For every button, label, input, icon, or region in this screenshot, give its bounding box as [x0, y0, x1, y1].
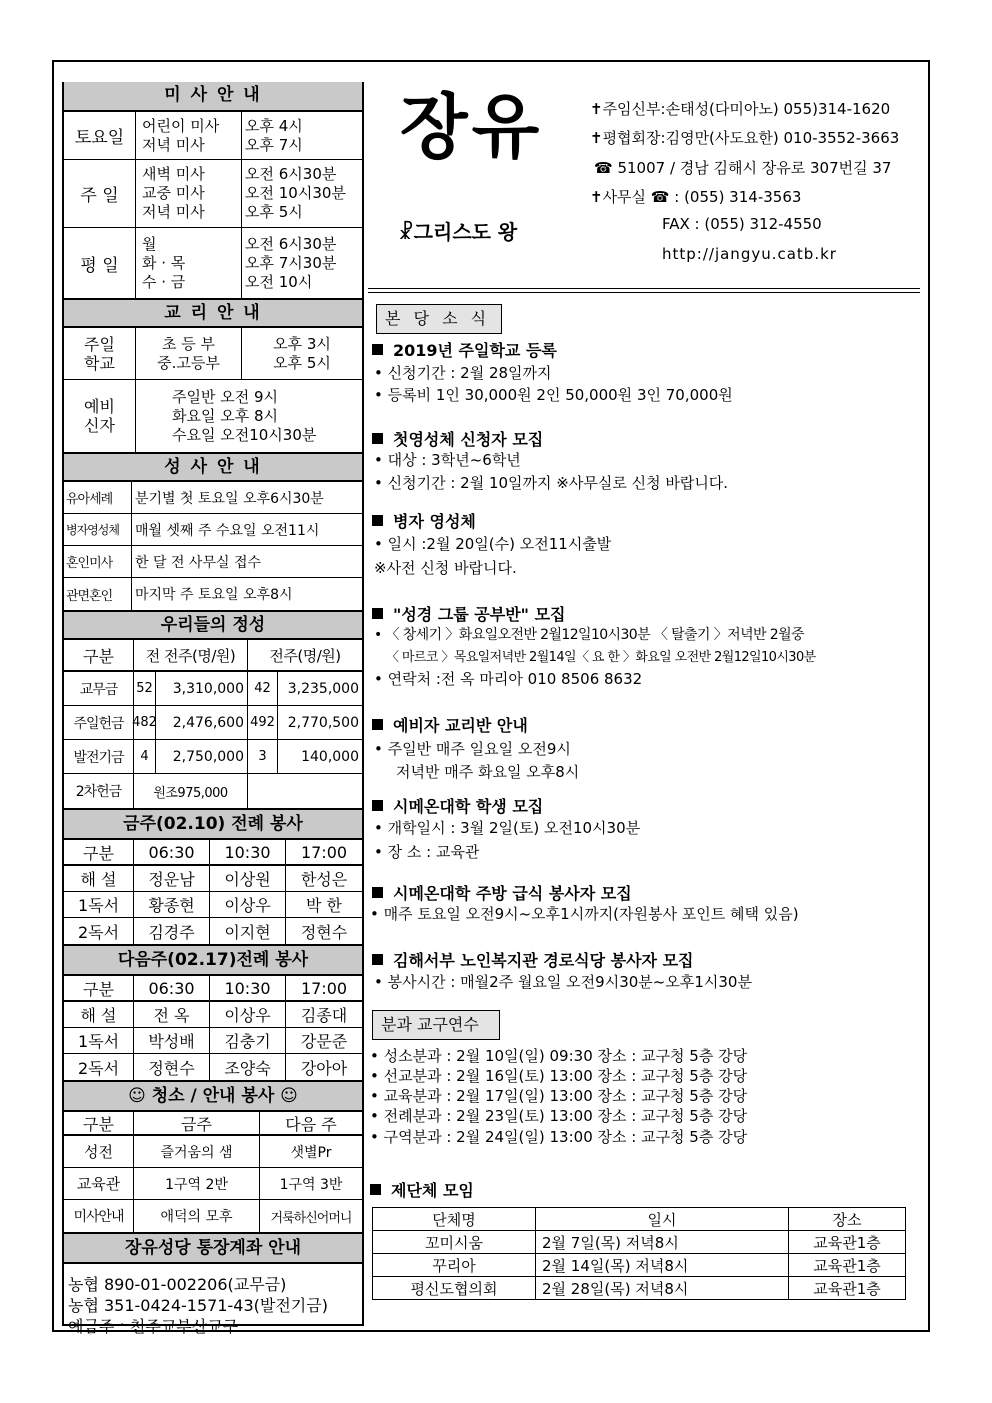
news-line: • 신청기간 : 2월 28일까지 [374, 364, 552, 382]
sacrament-desc: 분기별 첫 토요일 오후6시30분 [135, 490, 324, 507]
sacrament-name: 병자영성체 [64, 514, 132, 545]
fax-info: FAX : (055) 312-4550 [662, 215, 822, 233]
liturgy-person: 이상우 [210, 892, 286, 917]
liturgy-person: 전 옥 [134, 1002, 210, 1027]
square-bullet-icon [370, 1184, 381, 1195]
news-label: 본 당 소 식 [376, 304, 502, 334]
sacrament-desc: 마지막 주 토요일 오후8시 [135, 587, 293, 603]
sacrament-desc: 매월 셋째 주 수요일 오전11시 [135, 522, 320, 539]
news-line: • 연락처 :전 옥 마리아 010 8506 8632 [374, 670, 643, 688]
news-line: • 등록비 1인 30,000원 2인 50,000원 3인 70,000원 [374, 386, 733, 404]
news-line: • 매주 토요일 오전9시~오후1시까지(자원봉사 포인트 혜택 있음) [370, 905, 799, 923]
offering-count: 42 [248, 672, 278, 705]
pre-line: 주일반 오전 9시 [172, 387, 279, 406]
cleaning-row [64, 1200, 362, 1232]
mass-row-saturday [64, 112, 362, 160]
sacraments-header: 성 사 안 내 [64, 452, 362, 482]
mass-row-sunday [64, 160, 362, 228]
liturgy-person: 조양숙 [210, 1054, 286, 1080]
offering-amount: 3,235,000 [287, 680, 359, 697]
cleaning-place: 교육관 [64, 1168, 134, 1199]
offering-second-row [64, 774, 362, 808]
school-group: 중.고등부 [157, 353, 220, 372]
news-line: • 주일반 매주 일요일 오전9시 [374, 740, 571, 758]
address-info: ☎ 51007 / 경남 김해시 장유로 307번길 37 [594, 159, 892, 177]
liturgy-person: 이상우 [210, 1002, 286, 1027]
bank-line: 농협 351-0424-1571-43(발전기금) [68, 1296, 328, 1315]
mass-time: 오후 7시 [245, 135, 303, 154]
news-title: 2019년 주일학교 등록 [372, 338, 557, 361]
liturgy-next-row [64, 1002, 362, 1028]
offering-name: 주일헌금 [64, 706, 134, 739]
sacrament-name: 관면혼인 [64, 578, 132, 610]
groups-header-row [373, 1208, 906, 1231]
news-title: 김해서부 노인복지관 경로식당 봉사자 모집 [372, 948, 694, 971]
training-line: • 전례분과 : 2월 23일(토) 13:00 장소 : 교구청 5층 강당 [370, 1107, 748, 1125]
liturgy-role: 1독서 [64, 892, 134, 917]
mass-time: 오전 6시30분 [245, 165, 337, 183]
header-divider [368, 292, 920, 293]
group-name: 꼬미시움 [373, 1231, 536, 1254]
news-line: ※사전 신청 바랍니다. [374, 559, 517, 577]
liturgy-person: 김충기 [210, 1028, 286, 1053]
offering-name: 발전기금 [64, 740, 134, 773]
group-date: 2월 14일(목) 저녁8시 [536, 1254, 789, 1277]
liturgy-col-header: 구분 [64, 840, 134, 864]
offering-name: 교무금 [64, 672, 134, 705]
liturgy-col-header: 10:30 [210, 976, 286, 1000]
square-bullet-icon [372, 608, 383, 619]
sacrament-row [64, 546, 362, 578]
bank-line: 예금주 : 천주교부산교구 [68, 1317, 239, 1336]
offering-col-header: 전주(명/원) [269, 646, 341, 665]
offering-amount: 2,476,600 [156, 706, 248, 739]
liturgy-person: 박성배 [134, 1028, 210, 1053]
mass-item: 교중 미사 [142, 184, 205, 202]
cleaning-row [64, 1136, 362, 1168]
bank-info [64, 1274, 366, 1337]
header-divider [368, 288, 920, 289]
pre-label: 신자 [84, 416, 115, 435]
liturgy-this-row [64, 892, 362, 918]
liturgy-col-header: 구분 [64, 976, 134, 1000]
school-group: 초 등 부 [161, 334, 215, 353]
offering-header-row [64, 640, 362, 672]
liturgy-person: 이상원 [210, 866, 286, 891]
offering-amount: 2,770,500 [287, 714, 359, 731]
cleaning-row [64, 1168, 362, 1200]
liturgy-this-row [64, 918, 362, 944]
offering-count: 492 [248, 706, 278, 739]
catechism-pre-row [64, 380, 362, 452]
liturgy-col-header: 17:00 [300, 978, 348, 998]
pre-label: 예비 [84, 397, 115, 416]
mass-header: 미 사 안 내 [64, 82, 362, 112]
mass-item: 월 [142, 234, 157, 253]
liturgy-this-header-row [64, 840, 362, 866]
cleaning-header: ☺ 청소 / 안내 봉사 ☺ [64, 1080, 362, 1112]
mass-time: 오전 10시 [245, 272, 313, 291]
mass-row-weekday [64, 228, 362, 298]
offering-amount: 원조975,000 [134, 774, 248, 808]
liturgy-person: 정현수 [134, 1054, 210, 1080]
news-title: 병자 영성체 [372, 509, 476, 532]
groups-table [372, 1207, 906, 1300]
cleaning-place: 성전 [64, 1136, 134, 1167]
mass-time: 오전 10시30분 [245, 184, 346, 202]
news-title: 시메온대학 주방 급식 봉사자 모집 [372, 881, 632, 904]
mass-day: 토요일 [64, 112, 136, 159]
cleaning-group: 애덕의 모후 [134, 1200, 260, 1232]
news-title: "성경 그룹 공부반" 모집 [372, 602, 566, 625]
mass-item: 저녁 미사 [142, 203, 205, 221]
groups-col-header: 일시 [536, 1208, 789, 1231]
liturgy-next-row [64, 1054, 362, 1080]
liturgy-this-header: 금주(02.10) 전례 봉사 [64, 808, 362, 840]
council-info: ✝평협회장:김영만(사도요한) 010-3552-3663 [590, 129, 900, 147]
offering-header: 우리들의 정성 [64, 610, 362, 640]
website-link[interactable]: http://jangyu.catb.kr [662, 245, 837, 263]
cleaning-group: 1구역 3반 [279, 1176, 343, 1193]
group-name: 평신도협의회 [373, 1277, 536, 1300]
square-bullet-icon [372, 800, 383, 811]
news-line: 〈 마르코 〉목요일저녁반 2월14일〈 요 한 〉화요일 오전반 2월12일10시30분 [386, 650, 816, 665]
liturgy-role: 2독서 [64, 918, 134, 944]
bulletin-title: 장유 [400, 86, 544, 168]
news-line: • 신청기간 : 2월 10일까지 ※사무실로 신청 바랍니다. [374, 474, 729, 492]
news-line: • 장 소 : 교육관 [374, 843, 480, 861]
mass-time: 오전 6시30분 [245, 234, 337, 253]
news-line: 저녁반 매주 화요일 오후8시 [396, 763, 580, 781]
pastor-info: ✝주임신부:손태성(다미아노) 055)314-1620 [590, 100, 891, 118]
offering-count: 4 [134, 740, 156, 773]
school-time: 오후 3시 [273, 334, 331, 353]
training-line: • 구역분과 : 2월 24일(일) 13:00 장소 : 교구청 5층 강당 [370, 1128, 748, 1146]
training-line: • 성소분과 : 2월 10일(일) 09:30 장소 : 교구청 5층 강당 [370, 1047, 748, 1065]
group-name: 꾸리아 [373, 1254, 536, 1277]
cleaning-group: 샛별Pr [290, 1144, 332, 1161]
liturgy-person: 강아아 [300, 1058, 348, 1078]
offering-name: 2차헌금 [64, 774, 134, 808]
news-line: • 대상 : 3학년~6학년 [374, 451, 521, 469]
liturgy-person: 이지현 [210, 918, 286, 944]
mass-time: 오후 5시 [245, 203, 303, 221]
liturgy-role: 해 설 [64, 1002, 134, 1027]
mass-time: 오후 4시 [245, 116, 303, 135]
group-date: 2월 7일(목) 저녁8시 [536, 1231, 789, 1254]
liturgy-person: 강문준 [300, 1032, 348, 1051]
liturgy-next-header: 다음주(02.17)전례 봉사 [64, 944, 362, 976]
bank-line: 농협 890-01-002206(교무금) [68, 1275, 287, 1294]
groups-title: 제단체 모임 [370, 1178, 474, 1201]
cleaning-group: 1구역 2반 [134, 1168, 260, 1199]
offering-amount: 3,310,000 [156, 672, 248, 705]
catechism-header: 교 리 안 내 [64, 298, 362, 328]
office-phone: ✝사무실 ☎ : (055) 314-3563 [590, 188, 802, 206]
offering-count: 52 [134, 672, 156, 705]
cleaning-col-header: 금주 [134, 1112, 260, 1134]
news-line: • 일시 :2월 20일(수) 오전11시출발 [374, 535, 612, 553]
mass-item: 새벽 미사 [142, 165, 205, 183]
groups-col-header: 단체명 [373, 1208, 536, 1231]
school-time: 오후 5시 [273, 353, 331, 372]
liturgy-next-header-row [64, 976, 362, 1002]
table-row [373, 1254, 906, 1277]
sacrament-row [64, 578, 362, 610]
cleaning-group: 거룩하신어머니 [270, 1210, 352, 1226]
news-title: 첫영성체 신청자 모집 [372, 427, 543, 450]
groups-col-header: 장소 [789, 1208, 906, 1231]
offering-col-header: 구분 [64, 640, 134, 670]
liturgy-person: 황종현 [134, 892, 210, 917]
liturgy-col-header: 10:30 [210, 840, 286, 864]
cleaning-group: 즐거움의 샘 [134, 1136, 260, 1167]
news-title: 예비자 교리반 안내 [372, 713, 528, 736]
training-label: 분과 교구연수 [372, 1010, 500, 1040]
mass-item: 화 · 목 [142, 253, 186, 272]
sacrament-name: 유아세례 [64, 482, 132, 513]
offering-row [64, 672, 362, 706]
offering-col-header: 전 전주(명/원) [134, 640, 248, 670]
liturgy-this-row [64, 866, 362, 892]
news-line: • 봉사시간 : 매월2주 월요일 오전9시30분~오후1시30분 [374, 973, 752, 991]
cleaning-col-header: 구분 [64, 1112, 134, 1134]
square-bullet-icon [372, 344, 383, 355]
liturgy-col-header: 06:30 [134, 840, 210, 864]
mass-day: 평 일 [64, 228, 136, 298]
cleaning-place: 미사안내 [64, 1200, 134, 1232]
offering-count: 482 [134, 706, 156, 739]
table-row [373, 1231, 906, 1254]
offering-amount: 140,000 [301, 748, 359, 765]
offering-amount: 2,750,000 [156, 740, 248, 773]
mass-item: 수 · 금 [142, 272, 186, 291]
liturgy-col-header: 06:30 [134, 976, 210, 1000]
group-place: 교육관1층 [789, 1277, 906, 1300]
news-line: • 〈 창세기 〉화요일오전반 2월12일10시30분 〈 탈출기 〉저녁반 2월중 [374, 627, 804, 643]
sacrament-row [64, 514, 362, 546]
bank-header: 장유성당 통장계좌 안내 [64, 1232, 362, 1264]
square-bullet-icon [372, 887, 383, 898]
square-bullet-icon [372, 433, 383, 444]
group-place: 교육관1층 [789, 1231, 906, 1254]
training-line: • 선교분과 : 2월 16일(토) 13:00 장소 : 교구청 5층 강당 [370, 1067, 748, 1085]
liturgy-person: 정운남 [134, 866, 210, 891]
catechism-school-row [64, 328, 362, 380]
mass-item: 어린이 미사 [142, 116, 220, 135]
liturgy-role: 1독서 [64, 1028, 134, 1053]
liturgy-person: 박 한 [306, 896, 342, 915]
liturgy-person: 정현수 [300, 922, 348, 942]
school-label: 주일 [84, 334, 115, 354]
news-line: • 개학일시 : 3월 2일(토) 오전10시30분 [374, 819, 641, 837]
square-bullet-icon [372, 954, 383, 965]
pre-line: 수요일 오전10시30분 [172, 425, 317, 444]
mass-time: 오후 7시30분 [245, 253, 337, 272]
liturgy-next-row [64, 1028, 362, 1054]
liturgy-role: 2독서 [64, 1054, 134, 1080]
square-bullet-icon [372, 719, 383, 730]
liturgy-role: 해 설 [64, 866, 134, 891]
liturgy-person: 한성은 [300, 870, 348, 889]
sacrament-name: 혼인미사 [64, 546, 132, 577]
school-label: 학교 [84, 353, 115, 373]
cleaning-header-row [64, 1112, 362, 1136]
left-column [62, 82, 364, 1336]
liturgy-person: 김경주 [134, 918, 210, 944]
mass-day: 주 일 [64, 160, 136, 227]
sacrament-row [64, 482, 362, 514]
offering-row [64, 706, 362, 740]
news-title: 시메온대학 학생 모집 [372, 794, 543, 817]
offering-count: 3 [248, 740, 278, 773]
bulletin-subtitle: ☧그리스도 왕 [398, 220, 518, 244]
mass-item: 저녁 미사 [142, 135, 205, 154]
pre-line: 화요일 오후 8시 [172, 406, 279, 425]
offering-row [64, 740, 362, 774]
group-date: 2월 28일(목) 저녁8시 [536, 1277, 789, 1300]
group-place: 교육관1층 [789, 1254, 906, 1277]
sacrament-desc: 한 달 전 사무실 접수 [135, 554, 261, 571]
square-bullet-icon [372, 515, 383, 526]
table-row [373, 1277, 906, 1300]
cleaning-col-header: 다음 주 [285, 1114, 337, 1134]
liturgy-person: 김종대 [300, 1006, 348, 1025]
liturgy-col-header: 17:00 [300, 842, 348, 862]
training-line: • 교육분과 : 2월 17일(일) 13:00 장소 : 교구청 5층 강당 [370, 1087, 748, 1105]
